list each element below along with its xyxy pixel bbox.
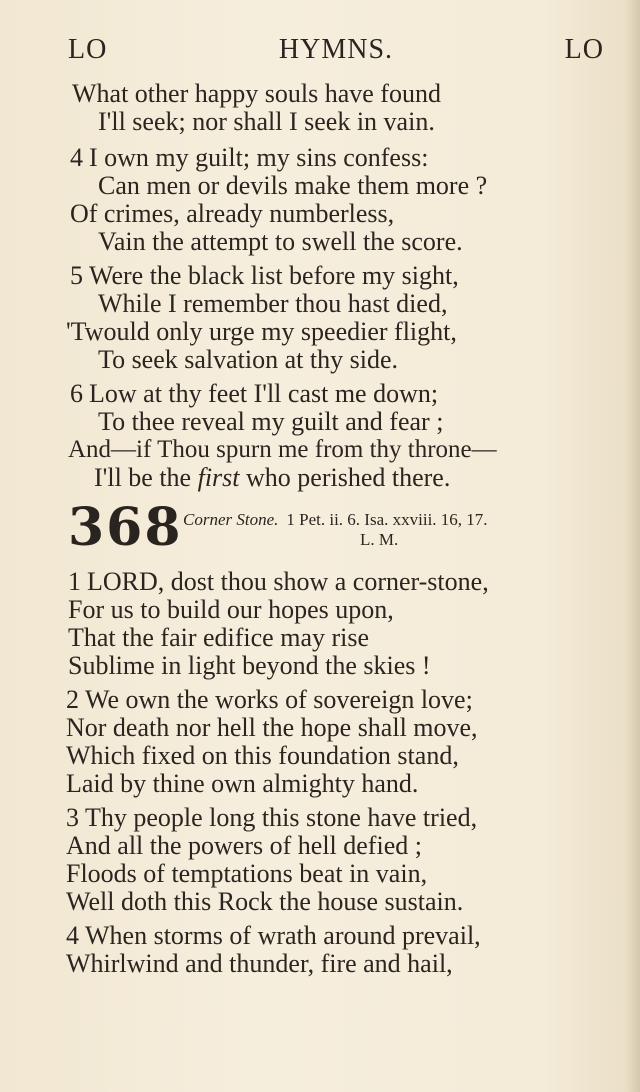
verse-line: Can men or devils make them more ? xyxy=(98,171,488,200)
hymn-meter: L. M. xyxy=(360,530,399,549)
verse-line: 4 When storms of wrath around prevail, xyxy=(66,921,481,950)
verse-line: I'll seek; nor shall I seek in vain. xyxy=(98,107,435,136)
verse-line: Laid by thine own almighty hand. xyxy=(66,769,419,798)
stanza-number: 2 xyxy=(66,685,79,714)
verse-line: For us to build our hopes upon, xyxy=(68,595,394,624)
verse-line: I'll be the first who perished there. xyxy=(94,463,451,492)
verse-line: Vain the attempt to swell the score. xyxy=(98,227,463,256)
verse-line: 2 We own the works of sovereign love; xyxy=(66,685,473,714)
header-left: LO xyxy=(68,34,108,65)
stanza-number: 5 xyxy=(70,261,83,290)
verse-line: 1 LORD, dost thou show a corner-stone, xyxy=(68,567,489,596)
stanza-number: 4 xyxy=(70,143,83,172)
verse-line: And all the powers of hell defied ; xyxy=(66,831,422,860)
verse-line: 5 Were the black list before my sight, xyxy=(70,261,459,290)
verse-line: Of crimes, already numberless, xyxy=(70,199,395,228)
verse-line: That the fair edifice may rise xyxy=(68,623,370,652)
verse-line: 6 Low at thy feet I'll cast me down; xyxy=(70,379,439,408)
verse-line: Whirlwind and thunder, fire and hail, xyxy=(66,949,453,978)
verse-line: To thee reveal my guilt and fear ; xyxy=(98,407,444,436)
verse-line: To seek salvation at thy side. xyxy=(98,345,399,374)
verse-line: What other happy souls have found xyxy=(72,79,441,108)
header-title: HYMNS. xyxy=(278,34,394,65)
header-right: LO xyxy=(564,34,604,65)
verse-line: Sublime in light beyond the skies ! xyxy=(68,651,431,680)
running-header xyxy=(68,34,604,70)
verse-line: Well doth this Rock the house sustain. xyxy=(66,887,464,916)
hymn-heading xyxy=(183,510,488,530)
verse-line: 4 I own my guilt; my sins confess: xyxy=(70,143,429,172)
hymn-title: Corner Stone. xyxy=(183,510,279,529)
hymn-number: 368 xyxy=(68,497,183,558)
scripture-references: 1 Pet. ii. 6. Isa. xxviii. 16, 17. xyxy=(286,510,488,529)
page-edge-shadow xyxy=(626,0,640,1092)
verse-line: And—if Thou spurn me from thy throne— xyxy=(68,436,497,463)
verse-line: While I remember thou hast died, xyxy=(98,289,448,318)
verse-line: Nor death nor hell the hope shall move, xyxy=(66,713,478,742)
stanza-number: 3 xyxy=(66,803,79,832)
verse-line: 'Twould only urge my speedier flight, xyxy=(66,317,457,346)
emphasis-word: first xyxy=(197,463,240,492)
stanza-number: 4 xyxy=(66,921,79,950)
verse-line: Which fixed on this foundation stand, xyxy=(66,741,459,770)
stanza-number: 1 xyxy=(68,567,81,596)
verse-line: Floods of temptations beat in vain, xyxy=(66,859,428,888)
stanza-number: 6 xyxy=(70,379,83,408)
verse-line: 3 Thy people long this stone have tried, xyxy=(66,803,478,832)
